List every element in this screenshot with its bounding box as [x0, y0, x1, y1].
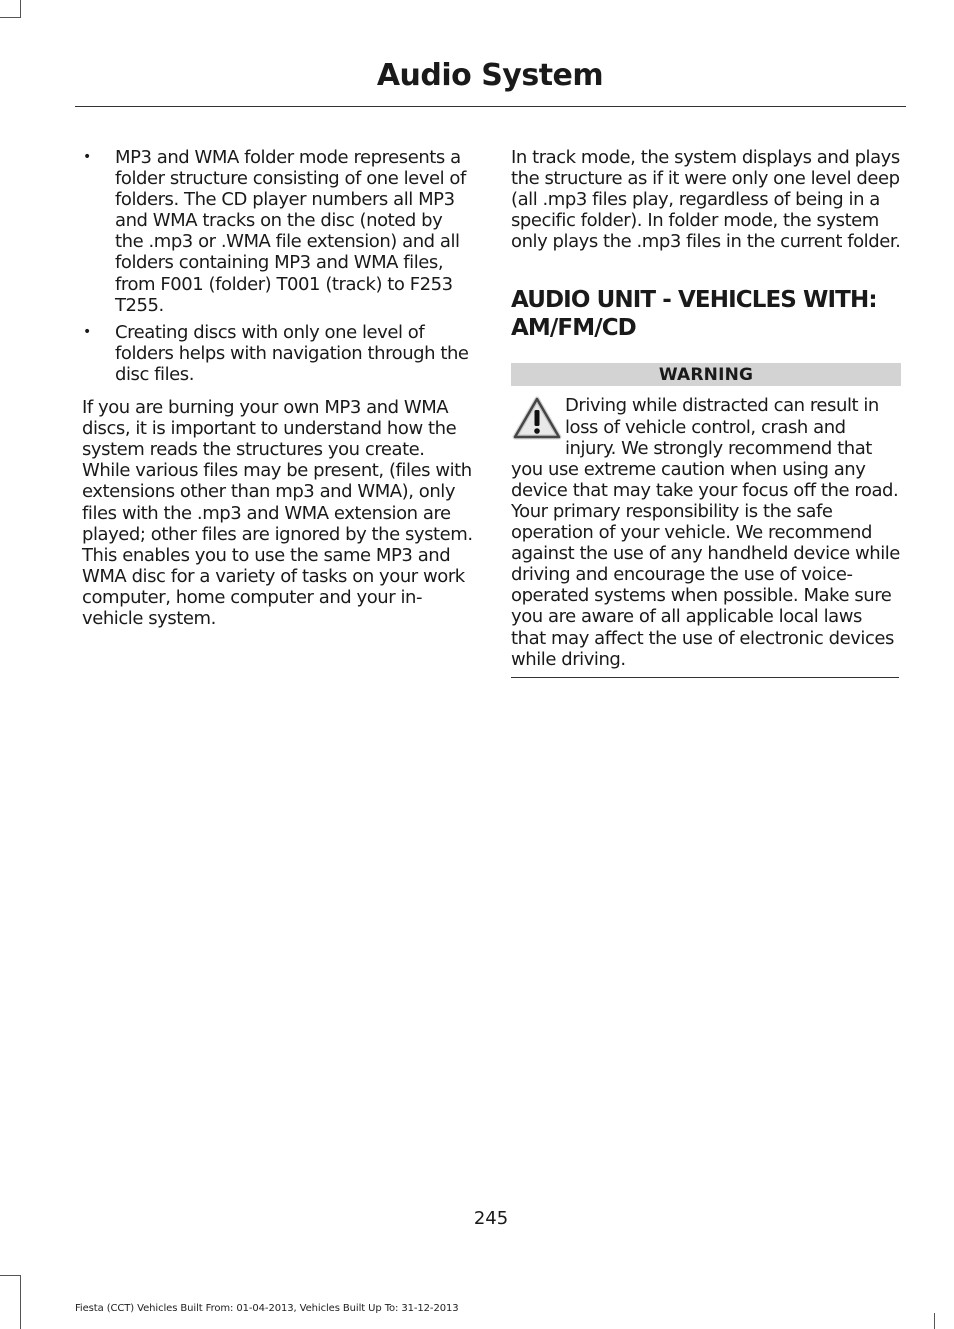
- warning-divider: [511, 677, 899, 678]
- list-item-text: MP3 and WMA folder mode represents a folder structure consisting of one level of folders. The CD player numbers all MP3 and WMA tracks on the disc (noted by the .mp3 or .WMA file extension) and all folders containing MP3 and WMA files, from F001 (folder) T001 (track) to F253 T255.: [115, 147, 466, 316]
- footer-text: Fiesta (CCT) Vehicles Built From: 01-04-2013, Vehicles Built Up To: 31-12-2013: [75, 1303, 459, 1314]
- crop-mark-bottom-left-h: [0, 1275, 20, 1276]
- warning-triangle-icon: [511, 395, 563, 443]
- list-item: [82, 147, 474, 316]
- section-heading: AUDIO UNIT - VEHICLES WITH: AM/FM/CD: [511, 287, 877, 342]
- list-item-text: Creating discs with only one level of folders helps with navigation through the disc files.: [115, 321, 469, 385]
- bullet-list: [82, 147, 474, 385]
- body-paragraph: If you are burning your own MP3 and WMA discs, it is important to understand how the system reads the structures you create. While various files may be present, (files with extensions other than mp3 and WMA), only files with the .mp3 and WMA extension are played; other files are ignored by the system. This enables you to use the same MP3 and WMA disc for a variety of tasks on your work computer, home computer and your in-vehicle system.: [82, 397, 473, 629]
- crop-mark-bottom-left-v: [20, 1275, 21, 1329]
- bullet-icon: •: [83, 149, 91, 165]
- bullet-icon: •: [83, 323, 91, 340]
- crop-mark-top-left-v: [20, 0, 21, 18]
- list-item: [82, 322, 474, 385]
- crop-mark-top-left-h: [0, 17, 20, 18]
- page-number: 245: [473, 1208, 509, 1229]
- left-column: [82, 147, 474, 629]
- right-column: [511, 147, 901, 678]
- crop-mark-bottom-right-v: [934, 1313, 935, 1329]
- body-paragraph: In track mode, the system displays and plays the structure as if it were only one level deep (all .mp3 files play, regardless of being in a specific folder). In folder mode, the system only plays the .mp3 files in the current folder.: [511, 147, 901, 253]
- warning-text: Driving while distracted can result in loss of vehicle control, crash and injury. We strongly recommend that you use extreme caution when using any device that may take your focus off the road. Your primary responsibility is the safe operation of your vehicle. We recommend against the use of any handheld device while driving and encourage the use of voice-operated systems when possible. Make sure you are aware of all applicable local laws that may affect the use of electronic devices while driving.: [511, 395, 900, 670]
- header-divider: [75, 106, 906, 107]
- warning-box: [511, 395, 901, 669]
- warning-label: WARNING: [511, 363, 901, 386]
- page-title: Audio System: [376, 58, 604, 93]
